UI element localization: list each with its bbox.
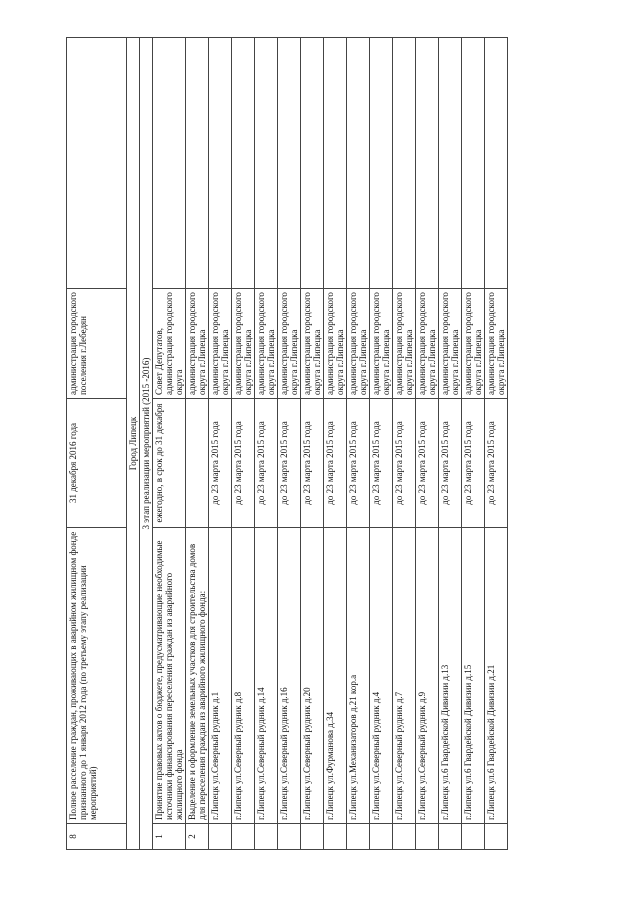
empty-cell	[255, 38, 278, 289]
table-row	[462, 38, 485, 850]
row-number	[416, 824, 439, 850]
row-number	[301, 824, 324, 850]
table-row	[232, 38, 255, 850]
empty-cell	[301, 38, 324, 289]
measure-cell: г.Липецк ул.Северный рудник д.1	[209, 528, 232, 824]
responsible-cell: администрация городского округа г.Липецка	[439, 289, 462, 399]
measure-cell: г.Липецк ул.Фурманова д.34	[324, 528, 347, 824]
deadline-cell: 31 декабря 2016 года	[67, 399, 127, 528]
deadline-cell	[186, 399, 209, 528]
responsible-cell: администрация городского поселения г.Лебедян	[67, 289, 127, 399]
row-number: 8	[67, 824, 127, 850]
measures-table	[66, 37, 508, 850]
deadline-cell: до 23 марта 2015 года	[324, 399, 347, 528]
deadline-cell: до 23 марта 2015 года	[278, 399, 301, 528]
table-row	[324, 38, 347, 850]
responsible-cell: администрация городского округа г.Липецка	[209, 289, 232, 399]
table-row	[439, 38, 462, 850]
empty-cell	[393, 38, 416, 289]
table-row	[153, 38, 186, 850]
empty-cell	[67, 38, 127, 289]
measure-cell: г.Липецк ул.Северный рудник д.9	[416, 528, 439, 824]
deadline-cell: до 23 марта 2015 года	[485, 399, 508, 528]
table-row	[370, 38, 393, 850]
row-number	[370, 824, 393, 850]
table-row	[393, 38, 416, 850]
row-number	[209, 824, 232, 850]
responsible-cell: администрация городского округа г.Липецка	[347, 289, 370, 399]
measure-cell: Полное расселение граждан, проживающих в аварийном жилищном фонде признанного до 1 января 2012 года (по третьему этапу реализации мероприятий)	[67, 528, 127, 824]
section-city: Город Липецк	[127, 38, 140, 850]
empty-cell	[439, 38, 462, 289]
empty-cell	[485, 38, 508, 289]
measure-cell: г.Липецк ул.Северный рудник д.4	[370, 528, 393, 824]
section-stage: 3 этап реализации мероприятий (2015 -2016)	[140, 38, 153, 850]
empty-cell	[278, 38, 301, 289]
row-number	[324, 824, 347, 850]
responsible-cell: администрация городского округа г.Липецка	[462, 289, 485, 399]
measure-cell: г.Липецк ул.Северный рудник д.8	[232, 528, 255, 824]
empty-cell	[153, 38, 186, 289]
table-row	[186, 38, 209, 850]
measure-cell: г.Липецк ул.Северный рудник д.14	[255, 528, 278, 824]
row-number	[485, 824, 508, 850]
row-number	[393, 824, 416, 850]
empty-cell	[416, 38, 439, 289]
responsible-cell: Совет Депутатов, администрация городского округа	[153, 289, 186, 399]
measure-cell: г.Липецк ул.Северный рудник д.7	[393, 528, 416, 824]
row-number	[255, 824, 278, 850]
responsible-cell: администрация городского округа г.Липецка	[255, 289, 278, 399]
table-row	[278, 38, 301, 850]
table-row-header	[67, 38, 127, 850]
measure-cell: г.Липецк ул.Северный рудник д.16	[278, 528, 301, 824]
deadline-cell: до 23 марта 2015 года	[439, 399, 462, 528]
responsible-cell: администрация городского округа г.Липецка	[301, 289, 324, 399]
responsible-cell: администрация городского округа г.Липецка	[232, 289, 255, 399]
empty-cell	[462, 38, 485, 289]
measure-cell: Принятие правовых актов о бюджете, предусматривающие необходимые источники финансирования переселения граждан из аварийного жилищного фонда	[153, 528, 186, 824]
row-number: 1	[153, 824, 186, 850]
empty-cell	[232, 38, 255, 289]
deadline-cell: до 23 марта 2015 года	[209, 399, 232, 528]
table-row	[416, 38, 439, 850]
deadline-cell: до 23 марта 2015 года	[255, 399, 278, 528]
table-row	[209, 38, 232, 850]
row-number: 2	[186, 824, 209, 850]
measure-cell: г.Липецк ул.Северный рудник д.20	[301, 528, 324, 824]
row-number	[232, 824, 255, 850]
deadline-cell: до 23 марта 2015 года	[393, 399, 416, 528]
measure-cell: г.Липецк ул.6 Гвардейской Дивизии д.15	[462, 528, 485, 824]
empty-cell	[370, 38, 393, 289]
responsible-cell: администрация городского округа г.Липецка	[416, 289, 439, 399]
responsible-cell: администрация городского округа г.Липецка	[485, 289, 508, 399]
deadline-cell: до 23 марта 2015 года	[232, 399, 255, 528]
deadline-cell: до 23 марта 2015 года	[301, 399, 324, 528]
deadline-cell: до 23 марта 2015 года	[370, 399, 393, 528]
rotated-table-sheet	[66, 38, 586, 850]
measure-cell: г.Липецк ул.Механизаторов д.21 кор.а	[347, 528, 370, 824]
measure-cell: г.Липецк ул.6 Гвардейской Дивизии д.13	[439, 528, 462, 824]
table-row	[347, 38, 370, 850]
table-row	[485, 38, 508, 850]
table-row	[301, 38, 324, 850]
row-number	[278, 824, 301, 850]
table-row	[255, 38, 278, 850]
empty-cell	[347, 38, 370, 289]
section-stage-row	[140, 38, 153, 850]
section-city-row	[127, 38, 140, 850]
deadline-cell: до 23 марта 2015 года	[416, 399, 439, 528]
deadline-cell: ежегодно, в срок до 31 декабря	[153, 399, 186, 528]
empty-cell	[186, 38, 209, 289]
empty-cell	[324, 38, 347, 289]
responsible-cell: администрация городского округа г.Липецка	[278, 289, 301, 399]
row-number	[439, 824, 462, 850]
responsible-cell: администрация городского округа г.Липецка	[393, 289, 416, 399]
row-number	[462, 824, 485, 850]
measure-cell: Выделение и оформление земельных участков для строительства домов для переселения граждан из аварийного жилищного фонда:	[186, 528, 209, 824]
responsible-cell: администрация городского округа г.Липецка	[370, 289, 393, 399]
responsible-cell: администрация городского округа г.Липецка	[324, 289, 347, 399]
responsible-cell: администрация городского округа г.Липецка	[186, 289, 209, 399]
empty-cell	[209, 38, 232, 289]
deadline-cell: до 23 марта 2015 года	[462, 399, 485, 528]
deadline-cell: до 23 марта 2015 года	[347, 399, 370, 528]
measure-cell: г.Липецк ул.6 Гвардейской Дивизии д.21	[485, 528, 508, 824]
row-number	[347, 824, 370, 850]
